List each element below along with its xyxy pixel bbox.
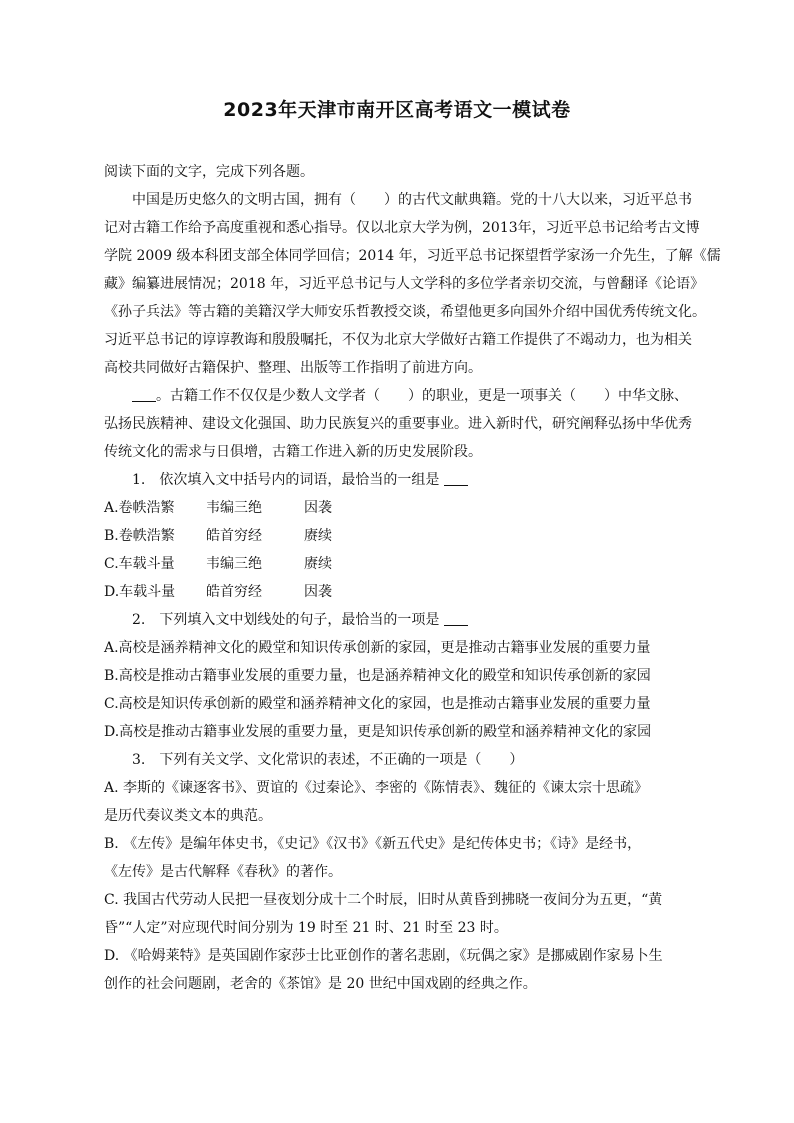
option-term: 因袭 — [304, 500, 332, 516]
question-stem: 3. 下列有关文学、文化常识的表述，不正确的一项是（ ） — [132, 752, 524, 768]
option-c — [104, 550, 690, 578]
option-term: D.车载斗量 — [104, 584, 176, 600]
question-1 — [104, 466, 690, 606]
passage-line: 学院 2009 级本科团支部全体同学回信；2014 年，习近平总书记探望哲学家汤一介先生，了解《儒 — [104, 248, 721, 264]
option-c: C.高校是知识传承创新的殿堂和涵养精神文化的家园，也是推动古籍事业发展的重要力量 — [104, 696, 651, 712]
question-stem — [104, 466, 690, 494]
passage — [104, 186, 721, 466]
option-c: C. 我国古代劳动人民把一昼夜划分成十二个时辰，旧时从黄昏到拂晓一夜间分为五更，“黄 — [104, 892, 663, 908]
option-term: 韦编三绝 — [206, 500, 262, 516]
answer-blank — [444, 471, 468, 486]
option-b-cont: 《左传》是古代解释《春秋》的著作。 — [104, 864, 342, 880]
option-term: 皓首穷经 — [206, 528, 262, 544]
option-term: 赓续 — [304, 528, 332, 544]
instruction: 阅读下面的文字，完成下列各题。 — [104, 164, 314, 180]
passage-line: 藏》编纂进展情况；2018 年，习近平总书记与人文学科的多位学者亲切交流，与曾翻译《论语》 — [104, 276, 705, 292]
option-d — [104, 578, 690, 606]
passage-line: 弘扬民族精神、建设文化强国、助力民族复兴的重要事业。进入新时代，研究阐释弘扬中华优秀 — [104, 416, 692, 432]
question-stem-text: 2. 下列填入文中划线处的句子，最恰当的一项是 — [132, 612, 440, 628]
option-b: B.高校是推动古籍事业发展的重要力量，也是涵养精神文化的殿堂和知识传承创新的家园 — [104, 668, 651, 684]
option-a: A. 李斯的《谏逐客书》、贾谊的《过秦论》、李密的《陈情表》、魏征的《谏太宗十思疏》 — [104, 780, 649, 796]
page-title: 2023年天津市南开区高考语文一模试卷 — [223, 99, 571, 121]
passage-line: 高校共同做好古籍保护、整理、出版等工作指明了前进方向。 — [104, 360, 482, 376]
passage-line: 《孙子兵法》等古籍的美籍汉学大师安乐哲教授交谈，希望他更多向国外介绍中国优秀传统文化。 — [104, 304, 706, 320]
option-a: A.高校是涵养精神文化的殿堂和知识传承创新的家园，更是推动古籍事业发展的重要力量 — [104, 640, 651, 656]
question-3 — [104, 746, 690, 998]
option-term: C.车载斗量 — [104, 556, 175, 572]
passage-line: 记对古籍工作给予高度重视和悉心指导。仅以北京大学为例，2013年，习近平总书记给考古文博 — [104, 220, 700, 236]
option-b — [104, 522, 690, 550]
answer-blank — [444, 611, 468, 626]
question-stem-text: 1. 依次填入文中括号内的词语，最恰当的一组是 — [132, 472, 440, 488]
passage-line: 中国是历史悠久的文明古国，拥有（ ）的古代文献典籍。党的十八大以来，习近平总书 — [132, 192, 692, 208]
option-term: 韦编三绝 — [206, 556, 262, 572]
option-d: D.高校是推动古籍事业发展的重要力量，更是知识传承创新的殿堂和涵养精神文化的家园 — [104, 724, 652, 740]
option-a — [104, 494, 690, 522]
option-c-cont: 昏”“人定”对应现代时间分别为 19 时至 21 时、21 时至 23 时。 — [104, 920, 508, 936]
option-d: D. 《哈姆莱特》是英国剧作家莎士比亚创作的著名悲剧，《玩偶之家》是挪威剧作家易卜生 — [104, 948, 663, 964]
option-term: B.卷帙浩繁 — [104, 528, 175, 544]
option-term: 因袭 — [304, 584, 332, 600]
passage-line-with-blank — [104, 382, 690, 410]
underline-blank — [132, 387, 156, 402]
passage-line: 习近平总书记的谆谆教诲和殷殷嘱托，不仅为北京大学做好古籍工作提供了不竭动力，也为相关 — [104, 332, 692, 348]
option-a-cont: 是历代奏议类文本的典范。 — [104, 808, 272, 824]
question-stem — [104, 606, 690, 634]
option-d-cont: 创作的社会问题剧，老舍的《茶馆》是 20 世纪中国戏剧的经典之作。 — [104, 976, 537, 992]
option-term: A.卷帙浩繁 — [104, 500, 175, 516]
passage-line-text: 。古籍工作不仅仅是少数人文学者（ ）的职业，更是一项事关（ ）中华文脉、 — [156, 388, 688, 404]
question-2 — [104, 606, 690, 746]
option-term: 赓续 — [304, 556, 332, 572]
option-b: B. 《左传》是编年体史书，《史记》《汉书》《新五代史》是纪传体史书；《诗》是经书， — [104, 836, 642, 852]
passage-line: 传统文化的需求与日俱增，古籍工作进入新的历史发展阶段。 — [104, 444, 482, 460]
option-term: 皓首穷经 — [206, 584, 262, 600]
